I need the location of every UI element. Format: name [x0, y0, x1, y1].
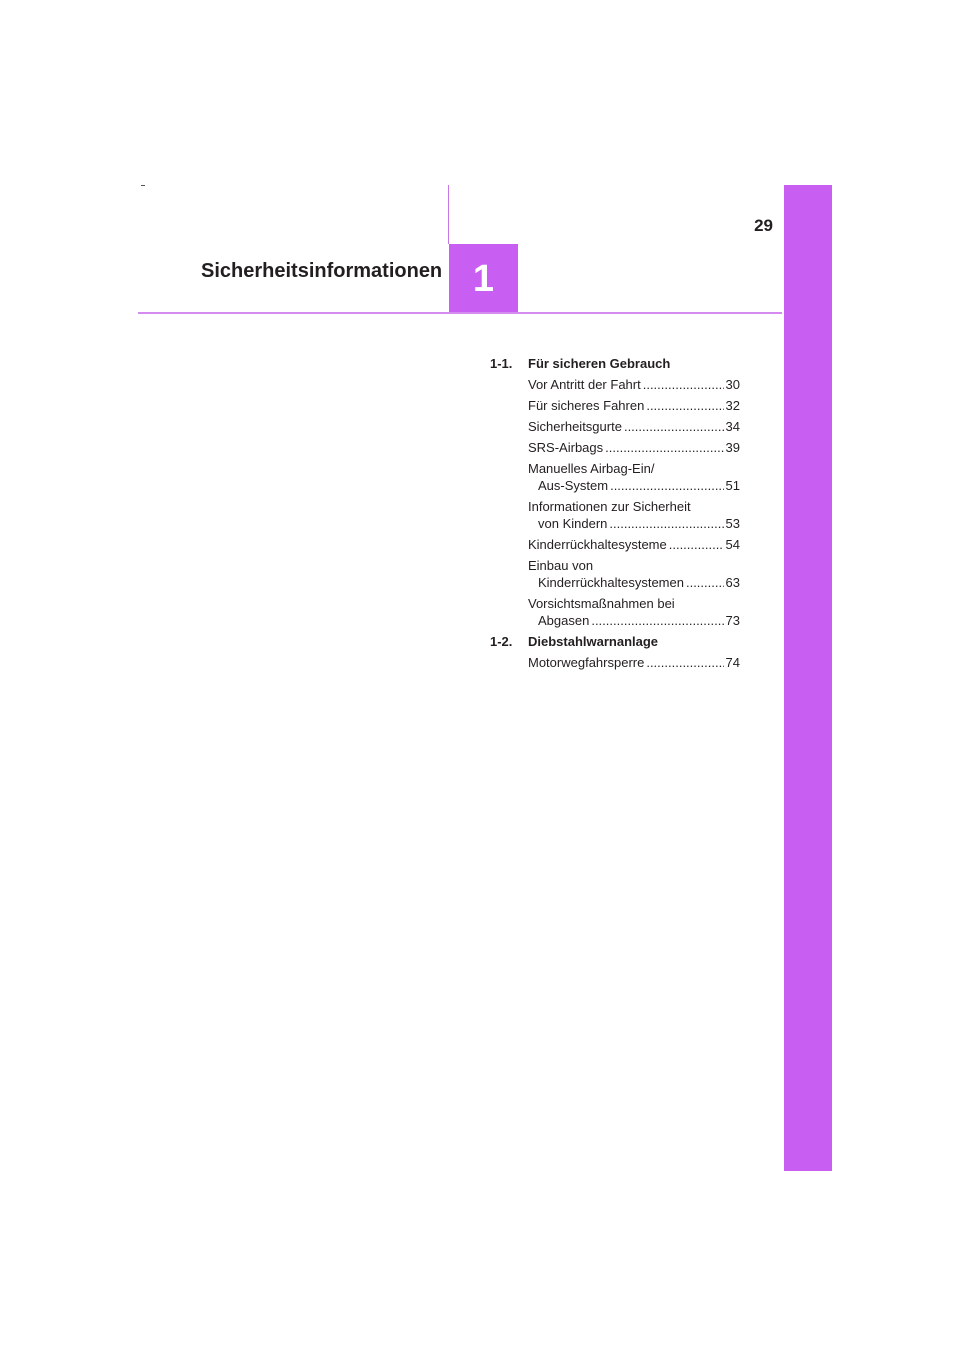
toc-entry-title: Kinderrückhaltesysteme [528, 537, 667, 552]
chapter-number: 1 [472, 257, 495, 300]
toc-entry[interactable] [528, 376, 740, 393]
toc-leader-dots [643, 376, 724, 393]
toc-entry-title: Informationen zur Sicherheit [528, 499, 691, 514]
toc-entry-title: Für sicheres Fahren [528, 398, 645, 413]
table-of-contents [490, 355, 740, 675]
toc-entry[interactable] [528, 460, 740, 494]
toc-entry-page: 53 [725, 516, 740, 531]
toc-entry[interactable] [528, 654, 740, 671]
chapter-side-tab [784, 185, 832, 1171]
toc-entry[interactable] [528, 397, 740, 414]
toc-section-number: 1-1. [490, 356, 513, 371]
toc-entry-page: 54 [725, 537, 740, 552]
toc-entry-page: 73 [725, 613, 740, 628]
toc-section-heading [490, 355, 740, 372]
toc-entry-title: Einbau von [528, 558, 594, 573]
toc-entry[interactable] [528, 439, 740, 456]
toc-entry[interactable] [528, 557, 740, 591]
toc-section [490, 633, 740, 671]
toc-entry-title: SRS-Airbags [528, 440, 604, 455]
toc-entry-page: 39 [725, 440, 740, 455]
toc-section-title: Für sicheren Gebrauch [528, 356, 671, 371]
toc-entry[interactable] [528, 418, 740, 435]
toc-entry-title: Aus-System [538, 478, 609, 493]
toc-entry[interactable] [528, 498, 740, 532]
toc-leader-dots [686, 574, 724, 591]
toc-section-heading [490, 633, 740, 650]
toc-entry-title: Abgasen [538, 613, 590, 628]
toc-entry-title: Motorwegfahrsperre [528, 655, 645, 670]
corner-mark [141, 185, 145, 186]
toc-entry-page: 74 [725, 655, 740, 670]
toc-entry-title: Vor Antritt der Fahrt [528, 377, 641, 392]
toc-entry[interactable] [528, 595, 740, 629]
toc-entry-page: 63 [725, 575, 740, 590]
toc-entry-title: Sicherheitsgurte [528, 419, 622, 434]
page-number: 29 [754, 216, 773, 235]
chapter-number-box [449, 244, 518, 314]
toc-entry-title: Kinderrückhaltesystemen [538, 575, 684, 590]
toc-entry[interactable] [528, 536, 740, 553]
chapter-title: Sicherheitsinformationen [201, 260, 443, 282]
toc-leader-dots [646, 397, 723, 414]
toc-leader-dots [669, 536, 724, 553]
header-rule [138, 312, 782, 314]
toc-section-title: Diebstahlwarnanlage [528, 634, 659, 649]
toc-section [490, 355, 740, 629]
toc-leader-dots [605, 439, 723, 456]
header-divider-vertical [448, 185, 449, 244]
toc-section-number: 1-2. [490, 634, 513, 649]
toc-entry-title: Manuelles Airbag-Ein/ [528, 461, 655, 476]
toc-entry-title: von Kindern [538, 516, 608, 531]
toc-entry-title: Vorsichtsmaßnahmen bei [528, 596, 675, 611]
toc-entry-page: 30 [725, 377, 740, 392]
toc-leader-dots [624, 418, 724, 435]
toc-entry-page: 32 [725, 398, 740, 413]
toc-entry-page: 34 [725, 419, 740, 434]
toc-leader-dots [609, 515, 723, 532]
toc-leader-dots [610, 477, 723, 494]
toc-entry-page: 51 [725, 478, 740, 493]
toc-leader-dots [591, 612, 723, 629]
toc-leader-dots [646, 654, 723, 671]
